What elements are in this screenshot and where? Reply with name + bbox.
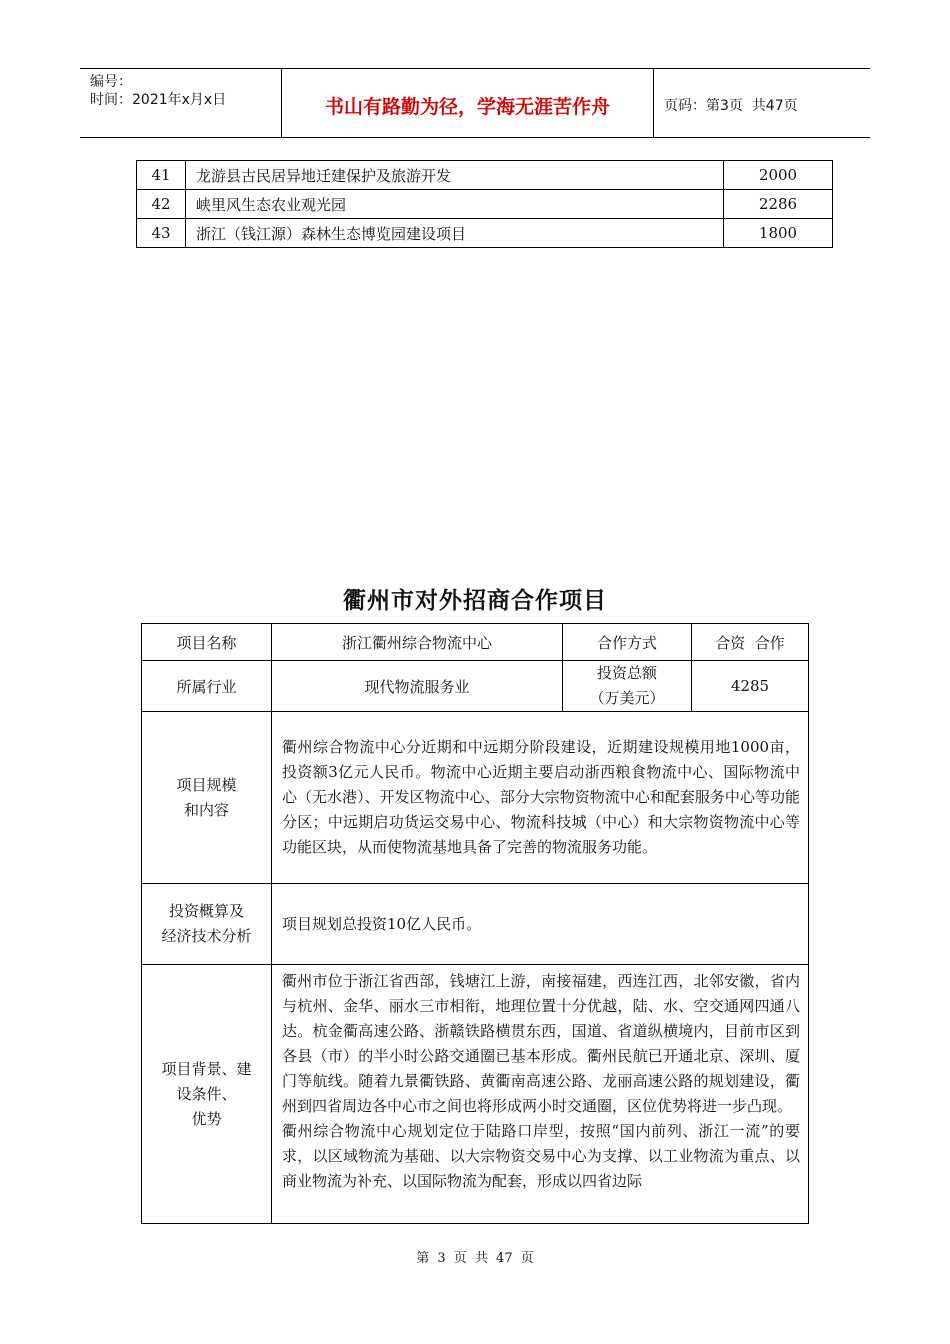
industry-value: 现代物流服务业	[272, 661, 563, 712]
row-amount: 2000	[724, 161, 833, 190]
scale-label-line1: 项目规模	[176, 775, 237, 794]
scale-label-line2: 和内容	[183, 800, 229, 819]
header-motto: 书山有路勤为径，学海无涯苦作舟	[282, 69, 654, 137]
invest-label-line1: 投资总额	[596, 664, 657, 682]
page-footer: 第 3 页 共 47 页	[416, 1251, 534, 1266]
header-page-info	[654, 69, 870, 137]
row-project-name: 峡里风生态农业观光园	[186, 190, 724, 219]
invest-value: 4285	[692, 661, 809, 712]
background-label-line2: 设条件、	[176, 1084, 237, 1103]
project-list-table	[136, 160, 833, 248]
row-number: 42	[137, 190, 186, 219]
row-number: 41	[137, 161, 186, 190]
table-row	[142, 965, 809, 1224]
coop-value: 合资 合作	[692, 624, 809, 661]
row-project-name: 龙游县古民居异地迁建保护及旅游开发	[186, 161, 724, 190]
name-label: 项目名称	[142, 624, 272, 661]
row-amount: 2286	[724, 190, 833, 219]
background-label-line3: 优势	[191, 1109, 222, 1128]
table-row	[142, 661, 809, 712]
budget-label-line2: 经济技术分析	[161, 927, 252, 945]
name-value: 浙江衢州综合物流中心	[272, 624, 563, 661]
scale-label	[142, 712, 272, 884]
scale-text: 衢州综合物流中心分近期和中远期分阶段建设，近期建设规模用地1000亩，投资额3亿元人民币。物流中心近期主要启动浙西粮食物流中心、国际物流中心（无水港）、开发区物流中心、部分大宗物资物流中心和配套服务中心等功能分区；中远期启功货运交易中心、物流科技城（中心）和大宗物资物流中心等功能区块，从而使物流基地具备了完善的物流服务功能。	[272, 712, 809, 884]
table-row	[137, 161, 833, 190]
coop-label: 合作方式	[563, 624, 692, 661]
table-row	[137, 219, 833, 248]
table-row	[142, 884, 809, 965]
industry-label: 所属行业	[142, 661, 272, 712]
row-number: 43	[137, 219, 186, 248]
background-label	[142, 965, 272, 1224]
background-paragraph-1: 衢州市位于浙江省西部，钱塘江上游，南接福建，西连江西，北邻安徽，省内与杭州、金华、丽水三市相衔，地理位置十分优越，陆、水、空交通网四通八达。杭金衢高速公路、浙赣铁路横贯东西，国道、省道纵横境内，目前市区到各县（市）的半小时公路交通圈已基本形成。衢州民航已开通北京、深圳、厦门等航线。随着九景衢铁路、黄衢南高速公路、龙丽高速公路的规划建设，衢州到四省周边各中心市之间也将形成两小时交通圈，区位优势将进一步凸现。	[282, 972, 800, 1115]
table-row	[142, 712, 809, 884]
table-row	[142, 624, 809, 661]
budget-label-line1: 投资概算及	[168, 902, 244, 920]
page-info-text: 页码：第3页 共47页	[664, 98, 798, 114]
header-meta	[80, 69, 282, 137]
invest-label	[563, 661, 692, 712]
invest-label-line2: （万美元）	[589, 689, 665, 707]
background-paragraph-2: 衢州综合物流中心规划定位于陆路口岸型，按照“国内前列、浙江一流”的要求，以区域物流为基础、以大宗物资交易中心为支撑、以工业物流为重点、以商业物流为补充、以国际物流为配套，形成以四省边际	[282, 1122, 800, 1190]
section-title: 衢州市对外招商合作项目	[343, 587, 607, 614]
project-detail-table	[141, 623, 809, 1224]
background-label-line1: 项目背景、建	[161, 1059, 252, 1078]
doc-time-label: 时间：2021年x月x日	[90, 92, 227, 108]
row-amount: 1800	[724, 219, 833, 248]
budget-text: 项目规划总投资10亿人民币。	[272, 884, 809, 965]
background-text	[272, 965, 809, 1224]
table-row	[137, 190, 833, 219]
page-header	[80, 68, 870, 138]
row-project-name: 浙江（钱江源）森林生态博览园建设项目	[186, 219, 724, 248]
budget-label	[142, 884, 272, 965]
doc-number-label: 编号：	[90, 74, 132, 90]
